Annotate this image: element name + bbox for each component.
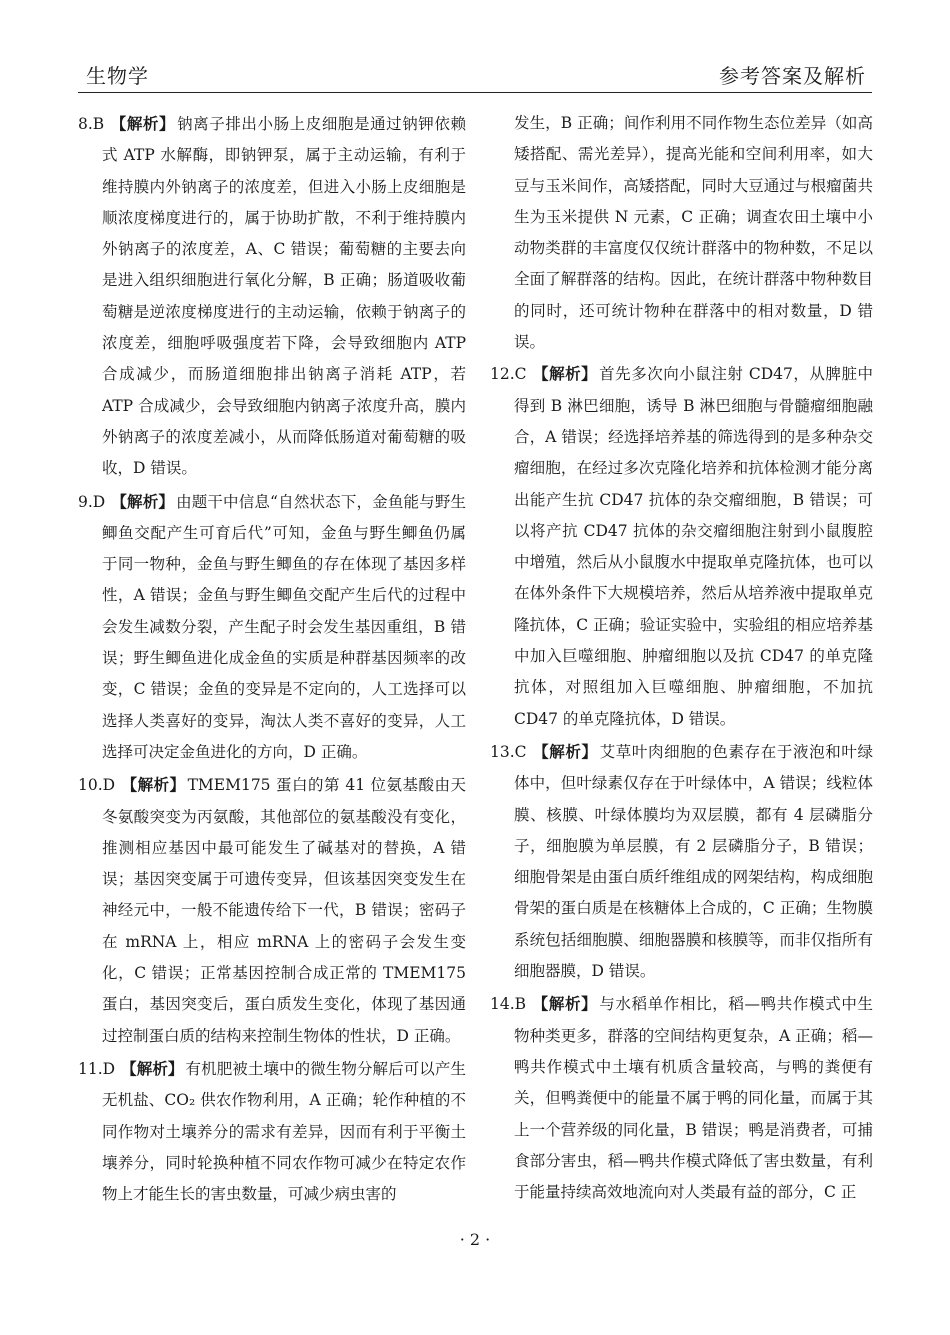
answer-item xyxy=(78,769,466,1052)
subject-title: 生物学 xyxy=(86,64,149,88)
left-column xyxy=(78,108,466,1211)
answer-item xyxy=(490,736,873,987)
item-text: 与水稻单作相比，稻—鸭共作模式中生物种类更多，群落的空间结构更复杂，A 正确；稻—鸭共作模式中土壤有机质含量较高，与鸭的粪便有关，但鸭粪便中的能量不属于鸭的同化量，而属于其上一个营养级的同化量，B 错误；鸭是消费者，可捕食部分害虫，稻—鸭共作模式降低了害虫数量，有利于能量持续高效地流向对人类最有益的部分，C 正 xyxy=(514,995,873,1202)
item-number: 13.C xyxy=(490,742,527,761)
item-number: 8.B xyxy=(78,115,105,133)
analysis-tag: 【解析】 xyxy=(532,994,598,1014)
item-text: 首先多次向小鼠注射 CD47，从脾脏中得到 B 淋巴细胞，诱导 B 淋巴细胞与骨髓瘤细胞融合，A 错误；经选择培养基的筛选得到的是多种杂交瘤细胞，在经过多次克隆化培养和抗体检测才能分离出能产生抗 CD47 抗体的杂交瘤细胞，B 错误；可以将产抗 CD47 抗体的杂交瘤细胞注射到小鼠腹腔中增殖，然后从小鼠腹水中提取单克隆抗体，也可以在体外条件下大规模培养，然后从培养液中提取单克隆抗体，C 正确；验证实验中，实验组的相应培养基中加入巨噬细胞、肿瘤细胞以及抗 CD47 的单克隆抗体，对照组加入巨噬细胞、肿瘤细胞，不加抗 CD47 的单克隆抗体，D 错误。 xyxy=(514,365,873,728)
answer-item xyxy=(78,486,466,769)
continued-text: 发生，B 正确；间作利用不同作物生态位差异（如高矮搭配、需光差异），提高光能和空间利用率，如大豆与玉米间作，高矮搭配，同时大豆通过与根瘤菌共生为玉米提供 N 元素，C 正确；调查农田土壤中小动物类群的丰富度仅仅统计群落中的物种数，不足以全面了解群落的结构。因此，在统计群落中物种数目的同时，还可统计物种在群落中的相对数量，D 错误。 xyxy=(514,114,873,352)
item-text: 由题干中信息“自然状态下，金鱼能与野生鲫鱼交配产生可育后代”可知，金鱼与野生鲫鱼仍属于同一物种，金鱼与野生鲫鱼的存在体现了基因多样性，A 错误；金鱼与野生鲫鱼交配产生后代的过程中会发生减数分裂，产生配子时会发生基因重组，B 错误；野生鲫鱼进化成金鱼的实质是种群基因频率的改变，C 错误；金鱼的变异是不定向的，人工选择可以选择人类喜好的变异，淘汰人类不喜好的变异，人工选择可决定金鱼进化的方向，D 正确。 xyxy=(102,492,466,761)
page-header xyxy=(78,56,872,93)
item-text: 钠离子排出小肠上皮细胞是通过钠钾依赖式 ATP 水解酶，即钠钾泵，属于主动运输，有利于维持膜内外钠离子的浓度差，但进入小肠上皮细胞是顺浓度梯度进行的，属于协助扩散，不利于维持膜内外钠离子的浓度差，A、C 错误；葡萄糖的主要去向是进入组织细胞进行氧化分解，B 正确；肠道吸收葡萄糖是逆浓度梯度进行的主动运输，依赖于钠离子的浓度差，细胞呼吸强度若下降，会导致细胞内 ATP 合成减少，而肠道细胞排出钠离子消耗 ATP，若 ATP 合成减少，会导致细胞内钠离子浓度升高，膜内外钠离子的浓度差减小，从而降低肠道对葡萄糖的吸收，D 错误。 xyxy=(102,115,466,478)
item-number: 9.D xyxy=(78,492,106,511)
item-number: 10.D xyxy=(78,776,116,795)
analysis-tag: 【解析】 xyxy=(111,491,175,511)
item-number: 12.C xyxy=(490,365,527,384)
item-number: 14.B xyxy=(490,995,527,1014)
answer-item xyxy=(490,358,873,735)
page-number: · 2 · xyxy=(459,1230,491,1249)
item-text: TMEM175 蛋白的第 41 位氨基酸由天冬氨酸突变为丙氨酸，其他部位的氨基酸没有变化，推测相应基因中最可能发生了碱基对的替换，A 错误；基因突变属于可遗传变异，但该基因突变发生在神经元中，一般不能遗传给下一代，B 错误；密码子在 mRNA 上，相应 mRNA 上的密码子会发生变化，C 错误；正常基因控制合成正常的 TMEM175 蛋白，基因突变后，蛋白质发生变化，体现了基因通过控制蛋白质的结构来控制生物体的性状，D 正确。 xyxy=(102,776,466,1045)
item-number: 11.D xyxy=(78,1059,116,1078)
answer-item xyxy=(490,988,873,1208)
answer-item xyxy=(78,1053,466,1210)
answer-item xyxy=(78,108,466,485)
section-title: 参考答案及解析 xyxy=(719,64,866,88)
analysis-tag: 【解析】 xyxy=(110,114,176,133)
analysis-tag: 【解析】 xyxy=(121,1058,184,1078)
right-column xyxy=(490,108,873,1209)
item-text: 有机肥被土壤中的微生物分解后可以产生无机盐、CO₂ 供农作物利用，A 正确；轮作种植的不同作物对土壤养分的需求有差异，因而有利于平衡土壤养分，同时轮换种植不同农作物可减少在特定农作物上才能生长的害虫数量，可减少病虫害的 xyxy=(102,1059,466,1204)
analysis-tag: 【解析】 xyxy=(121,775,186,795)
analysis-tag: 【解析】 xyxy=(532,364,598,384)
analysis-tag: 【解析】 xyxy=(532,741,598,761)
item-text: 艾草叶肉细胞的色素存在于液泡和叶绿体中，但叶绿素仅存在于叶绿体中，A 错误；线粒体膜、核膜、叶绿体膜均为双层膜，都有 4 层磷脂分子，细胞膜为单层膜，有 2 层磷脂分子，B 错误；细胞骨架是由蛋白质纤维组成的网架结构，构成细胞骨架的蛋白质是在核糖体上合成的，C 正确；生物膜系统包括细胞膜、细胞器膜和核膜等，而非仅指所有细胞器膜，D 错误。 xyxy=(514,742,873,981)
